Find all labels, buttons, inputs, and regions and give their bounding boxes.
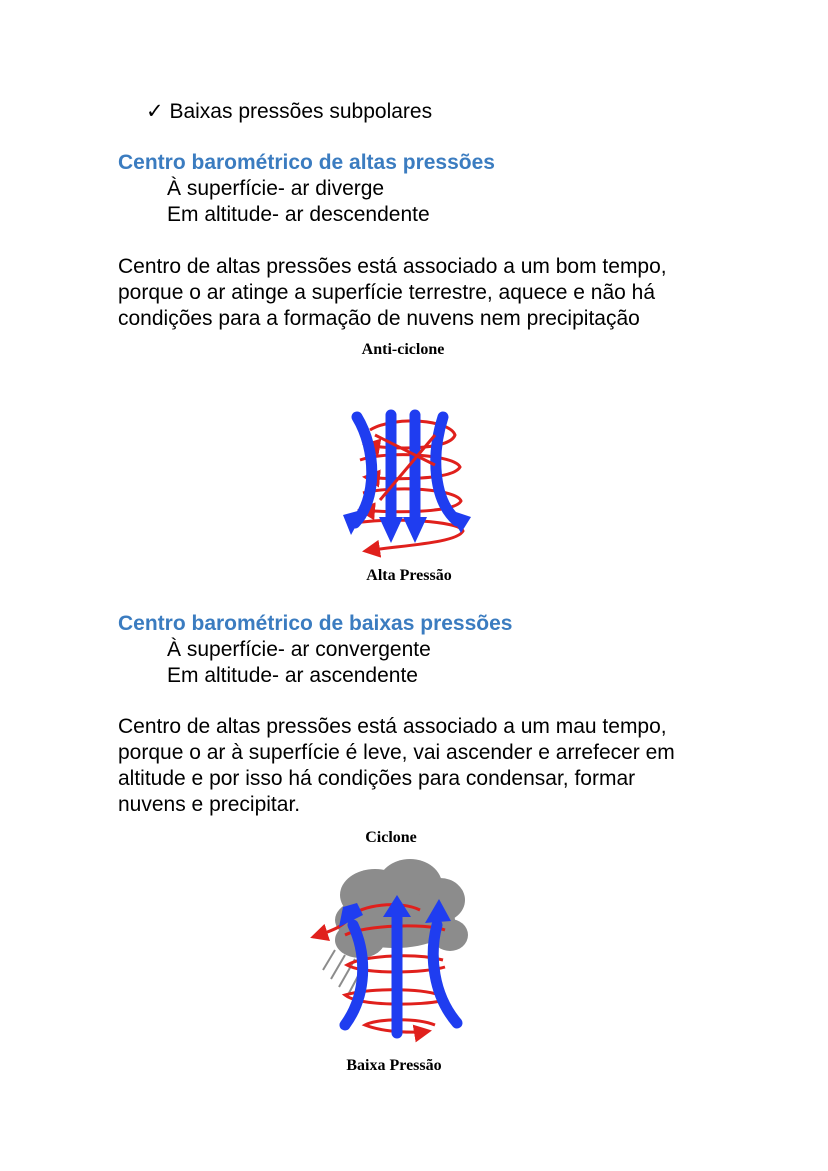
low-pressure-label: Baixa Pressão [346,1057,442,1074]
cyclone-label: Ciclone [365,829,417,846]
low-para-line: nuvens e precipitar. [118,793,301,816]
high-surface-line: À superfície- ar diverge [167,177,385,200]
high-pressure-heading: Centro barométrico de altas pressões [118,151,495,174]
check-icon: ✓ [146,100,164,123]
low-surface-line: À superfície- ar convergente [167,638,431,661]
low-para-line: porque o ar à superfície é leve, vai ascender e arrefecer em [118,741,675,764]
low-para-line: Centro de altas pressões está associado a um mau tempo, [118,715,667,738]
high-para-line: condições para a formação de nuvens nem precipitação [118,307,640,330]
high-pressure-label: Alta Pressão [366,567,452,584]
high-para-line: Centro de altas pressões está associado a um bom tempo, [118,255,667,278]
anticyclone-diagram [335,405,485,565]
cyclone-diagram [305,855,475,1045]
bullet-item [146,99,432,125]
low-pressure-heading: Centro barométrico de baixas pressões [118,612,513,635]
low-para-line: altitude e por isso há condições para condensar, formar [118,767,636,790]
bullet-text: Baixas pressões subpolares [169,100,433,123]
high-altitude-line: Em altitude- ar descendente [167,203,430,226]
high-para-line: porque o ar atinge a superfície terrestre, aquece e não há [118,281,656,304]
anticyclone-label: Anti-ciclone [361,341,445,358]
low-altitude-line: Em altitude- ar ascendente [167,664,418,687]
